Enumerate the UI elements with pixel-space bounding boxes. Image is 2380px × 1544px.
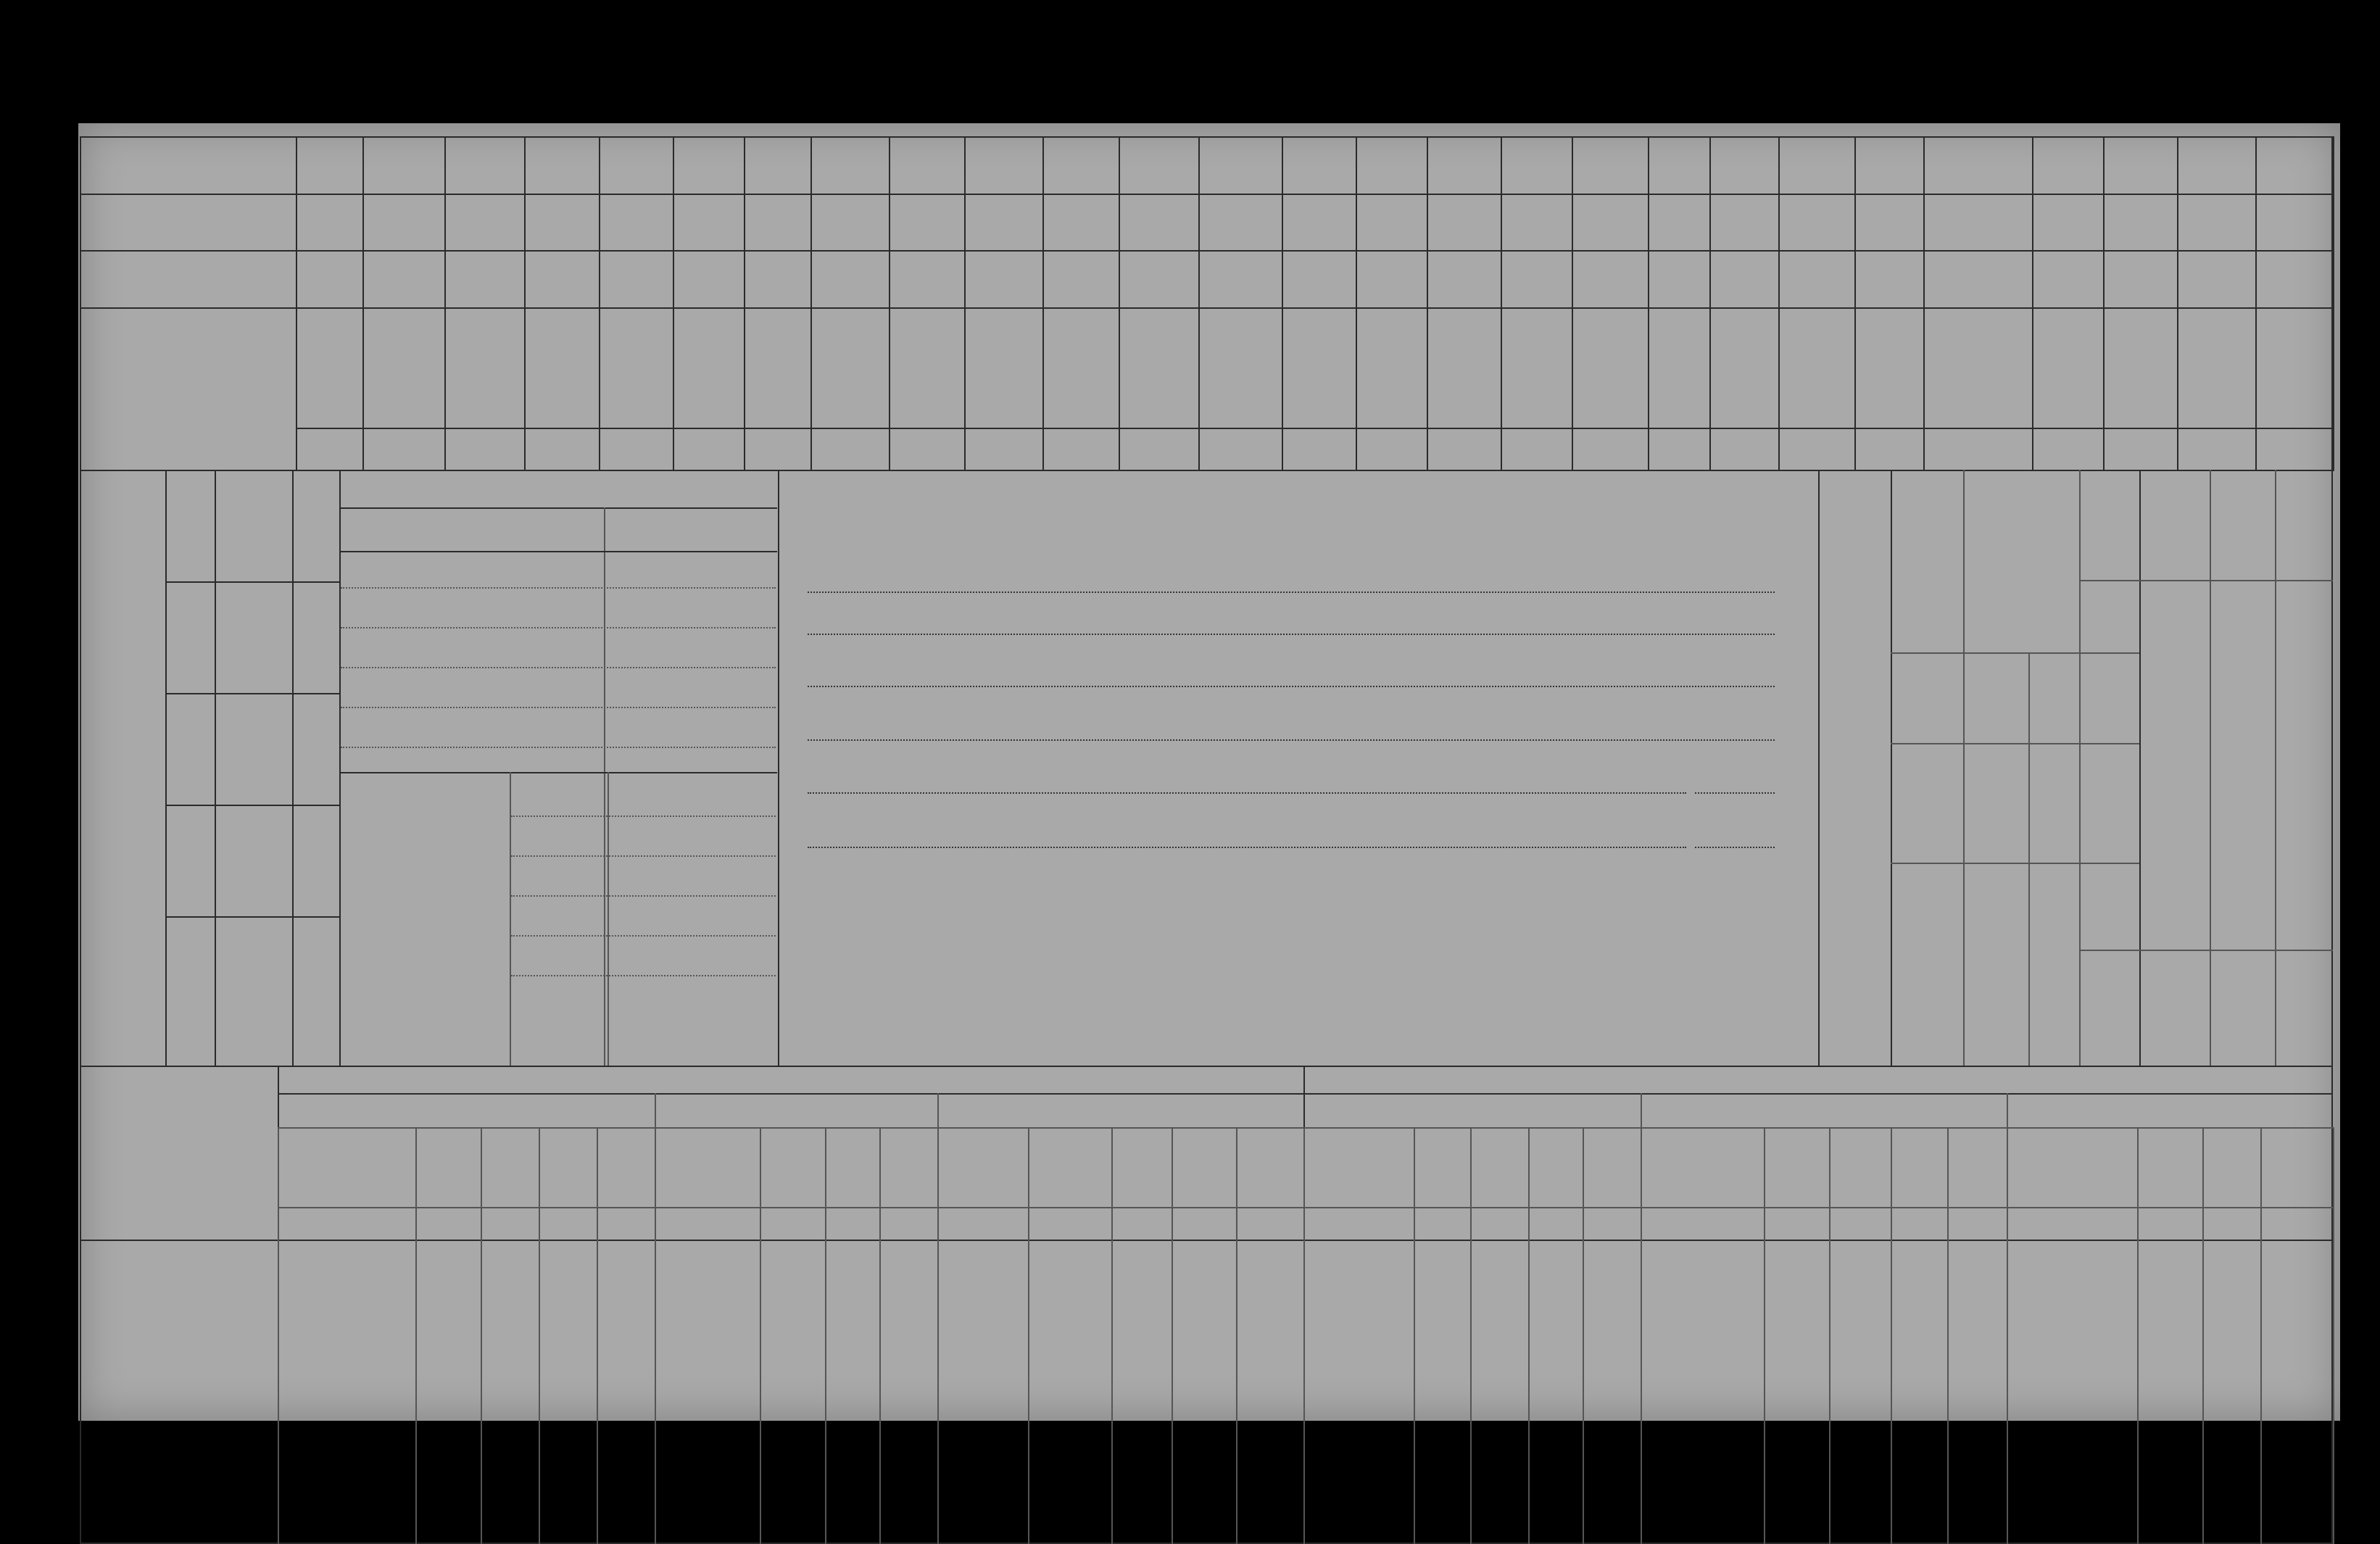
crop-header-90 <box>1282 313 1356 400</box>
lease-col-6 <box>760 1131 825 1203</box>
hired-type-130 <box>217 478 290 573</box>
pop-col-bottom-1 <box>2141 957 2208 1062</box>
crop-header-83 <box>744 313 810 400</box>
answer-line[interactable] <box>808 590 1775 593</box>
lease-col-7 <box>825 1131 879 1203</box>
women-total-label <box>1963 797 2028 863</box>
pop-itogo-top <box>2289 478 2333 576</box>
pop-col-top-2 <box>2211 478 2273 576</box>
crop-header-96 <box>1709 313 1778 400</box>
crop-header-87 <box>1042 313 1119 400</box>
lease-col-17 <box>1528 1131 1583 1203</box>
pop-col-bottom-2 <box>2211 957 2273 1062</box>
lease-col-4 <box>597 1131 655 1203</box>
answer-line[interactable] <box>1695 791 1775 794</box>
hired-num-130 <box>168 478 212 573</box>
pop-col-top-0 <box>2081 478 2139 576</box>
crop-header-102 <box>2177 313 2255 400</box>
lease-col-23 <box>1947 1131 2007 1203</box>
answer-line[interactable] <box>808 632 1775 635</box>
hired-type-132 <box>217 702 290 796</box>
answer-line[interactable] <box>808 845 1686 848</box>
crop-header-101 <box>2103 313 2177 400</box>
lease-col-22 <box>1891 1131 1947 1203</box>
pop-num-138 <box>2028 718 2079 768</box>
pop-num-139 <box>2028 663 2079 714</box>
lease-col-12 <box>1172 1131 1236 1203</box>
hired-type-134 <box>217 925 290 1019</box>
hired-workers-label <box>294 478 338 1058</box>
lease-col-10 <box>1028 1131 1111 1203</box>
crop-header-94 <box>1572 313 1648 400</box>
lease-col-9 <box>937 1131 1028 1203</box>
lease-col-15 <box>1414 1131 1470 1203</box>
hired-num-131 <box>168 590 212 684</box>
pop-itogo-bottom <box>2289 957 2333 1062</box>
answer-line[interactable] <box>808 684 1775 687</box>
crop-header-100 <box>2032 313 2103 400</box>
lease-col-20 <box>1764 1131 1829 1203</box>
crop-header-97 <box>1778 313 1854 400</box>
pop-num-136 <box>2028 848 2079 899</box>
answer-line[interactable] <box>808 738 1775 741</box>
answer-line[interactable] <box>1695 845 1775 848</box>
crop-header-79 <box>444 313 524 400</box>
crop-header-93 <box>1501 313 1572 400</box>
pop-col-bottom-0 <box>2081 957 2139 1062</box>
men-working-label <box>1963 866 2028 931</box>
women-working-label <box>1963 747 2028 797</box>
lease-col-1 <box>415 1131 481 1203</box>
crop-header-91 <box>1356 313 1427 400</box>
hired-num-133 <box>168 813 212 908</box>
crop-header-77 <box>296 313 362 400</box>
lease-col-13 <box>1236 1131 1303 1203</box>
crop-banner <box>362 397 2052 422</box>
pop-num-137 <box>2028 779 2079 830</box>
crop-header-88 <box>1119 313 1198 400</box>
crop-header-84 <box>810 313 889 400</box>
crop-header-99 <box>1923 313 2032 400</box>
crop-header-85 <box>889 313 964 400</box>
crop-header-89 <box>1198 313 1282 400</box>
men-total-label <box>1963 935 2028 1008</box>
pop-num-135 <box>2028 913 2079 964</box>
lease-col-16 <box>1470 1131 1528 1203</box>
lease-col-18 <box>1583 1131 1641 1203</box>
lease-col-11 <box>1111 1131 1172 1203</box>
hired-num-134 <box>168 925 212 1019</box>
hired-type-133 <box>217 813 290 908</box>
itogo-dush-label <box>1963 656 2028 739</box>
lease-col-3 <box>539 1131 597 1203</box>
crop-header-86 <box>964 313 1042 400</box>
pop-col-top-1 <box>2141 478 2208 576</box>
crop-header-81 <box>599 313 673 400</box>
crop-header-95 <box>1648 313 1709 400</box>
population-label <box>1825 478 1891 1058</box>
answer-line[interactable] <box>808 791 1686 794</box>
trade-title <box>347 462 781 473</box>
hired-num-132 <box>168 702 212 796</box>
hired-type-131 <box>217 590 290 684</box>
men-label <box>1892 863 1962 964</box>
crop-header-80 <box>524 313 599 400</box>
lease-col-21 <box>1829 1131 1891 1203</box>
crop-header-92 <box>1427 313 1501 400</box>
women-label <box>1892 747 1962 855</box>
lease-col-25 <box>2137 1131 2202 1203</box>
lease-col-5 <box>655 1131 760 1203</box>
lease-col-2 <box>481 1131 539 1203</box>
lease-col-8 <box>879 1131 937 1203</box>
crop-header-78 <box>362 313 444 400</box>
census-form-sheet <box>78 123 2340 1421</box>
crop-header-82 <box>673 313 744 400</box>
crop-header-103 <box>2255 313 2333 400</box>
crop-header-98 <box>1854 313 1923 400</box>
